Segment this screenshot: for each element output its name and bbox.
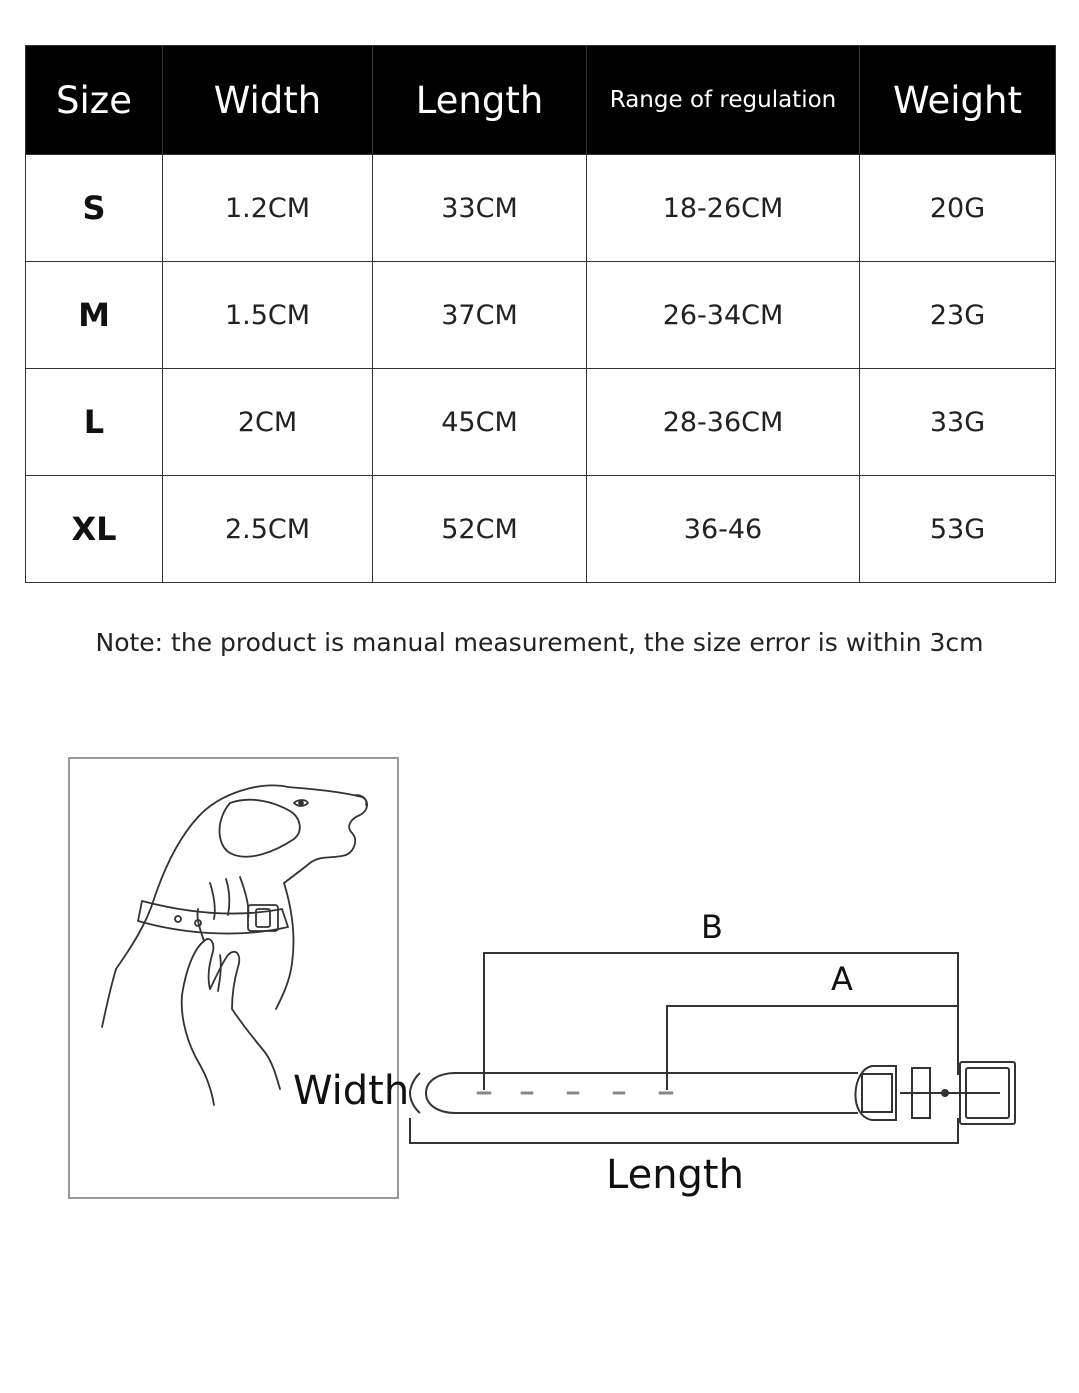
dog-drawing <box>70 759 397 1197</box>
cell-weight: 53G <box>860 476 1056 583</box>
header-width: Width <box>163 46 373 155</box>
cell-length: 45CM <box>373 369 587 476</box>
table-row <box>26 476 1056 583</box>
collar-tip <box>426 1073 455 1113</box>
width-bracket <box>410 1073 420 1113</box>
cell-weight: 20G <box>860 155 1056 262</box>
table-header-row <box>26 46 1056 155</box>
cell-weight: 23G <box>860 262 1056 369</box>
collar-strap <box>455 1073 858 1113</box>
cell-range: 26-34CM <box>587 262 860 369</box>
cell-size: S <box>26 155 163 262</box>
size-table <box>25 45 1056 583</box>
cell-length: 37CM <box>373 262 587 369</box>
cell-width: 1.2CM <box>163 155 373 262</box>
keeper-loop <box>862 1074 892 1112</box>
cell-width: 2.5CM <box>163 476 373 583</box>
table-row <box>26 155 1056 262</box>
dimension-length-line <box>410 1118 958 1143</box>
cell-range: 28-36CM <box>587 369 860 476</box>
cell-size: M <box>26 262 163 369</box>
header-range: Range of regulation <box>587 46 860 155</box>
dog-illustration <box>68 757 399 1199</box>
header-size: Size <box>26 46 163 155</box>
cell-range: 36-46 <box>587 476 860 583</box>
cell-size: L <box>26 369 163 476</box>
table-row <box>26 262 1056 369</box>
cell-length: 33CM <box>373 155 587 262</box>
cell-weight: 33G <box>860 369 1056 476</box>
b-label: B <box>701 908 723 946</box>
table-row <box>26 369 1056 476</box>
header-weight: Weight <box>860 46 1056 155</box>
cell-length: 52CM <box>373 476 587 583</box>
a-label: A <box>831 960 853 998</box>
dimension-a-line <box>667 1006 958 1090</box>
cell-width: 2CM <box>163 369 373 476</box>
cell-size: XL <box>26 476 163 583</box>
buckle-frame <box>960 1062 1015 1124</box>
cell-range: 18-26CM <box>587 155 860 262</box>
measurement-note: Note: the product is manual measurement, the size error is within 3cm <box>95 628 984 657</box>
header-length: Length <box>373 46 587 155</box>
cell-width: 1.5CM <box>163 262 373 369</box>
buckle-bar <box>912 1068 930 1118</box>
width-label: Width <box>293 1068 410 1114</box>
dimension-b-line <box>484 953 958 1090</box>
d-ring <box>855 1066 896 1120</box>
length-label: Length <box>606 1152 744 1198</box>
